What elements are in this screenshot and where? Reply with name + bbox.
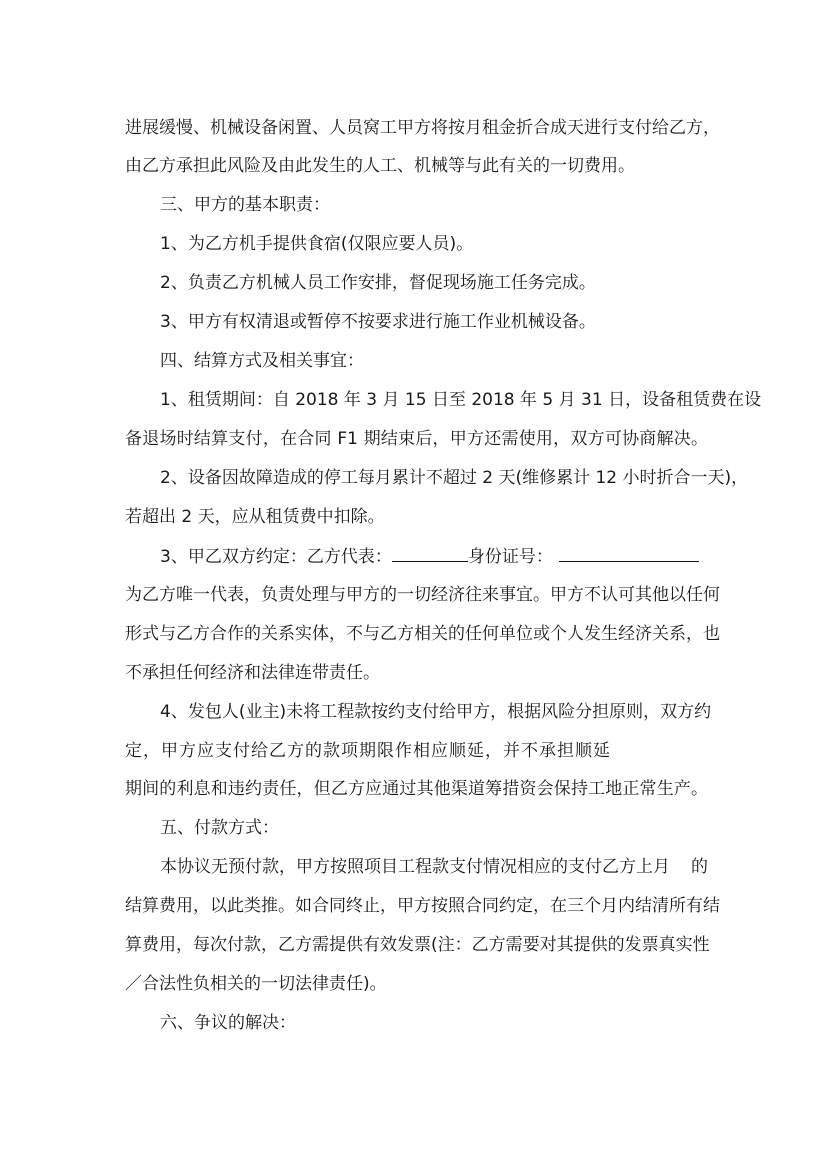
text-line: 定，甲方应支付给乙方的款项期限作相应顺延，并不承担顺延 [125, 741, 611, 761]
text-segment: 本协议无预付款，甲方按照项目工程款支付情况相应的支付乙方上月 [160, 857, 670, 877]
text-line: 不承担任何经济和法律连带责任。 [125, 663, 380, 683]
representative-blank [392, 545, 468, 562]
text-line: 3、甲方有权清退或暂停不按要求进行施工作业机械设备。 [160, 312, 596, 332]
section-heading: 三、甲方的基本职责： [160, 195, 330, 215]
text-line: 2、负责乙方机械人员工作安排，督促现场施工任务完成。 [160, 273, 596, 293]
text-line: 1、为乙方机手提供食宿(仅限应要人员)。 [160, 234, 474, 254]
text-line: 算费用，每次付款，乙方需提供有效发票(注：乙方需要对其提供的发票真实性 [125, 935, 710, 955]
text-line: 2、设备因故障造成的停工每月累计不超过 2 天(维修累计 12 小时折合一天)， [160, 468, 749, 488]
section-heading: 五、付款方式： [160, 818, 279, 838]
text-line: 为乙方唯一代表，负责处理与甲方的一切经济往来事宜。甲方不认可其他以任何 [125, 585, 720, 605]
text-line [160, 545, 708, 568]
text-line: 4、发包人(业主)未将工程款按约支付给甲方，根据风险分担原则，双方约 [160, 702, 712, 722]
text-segment: 的 [691, 857, 708, 877]
text-line: ／合法性负相关的一切法律责任)。 [125, 974, 387, 994]
text-line: 形式与乙方合作的关系实体，不与乙方相关的任何单位或个人发生经济关系，也 [125, 624, 720, 644]
text-segment: 3、甲乙双方约定：乙方代表： [160, 547, 392, 567]
text-line: 1、租赁期间：自 2018 年 3 月 15 日至 2018 年 5 月 31 日，设备租赁费在设 [160, 390, 762, 410]
id-number-blank [559, 545, 699, 562]
section-heading: 四、结算方式及相关事宜： [160, 351, 364, 371]
text-line: 期间的利息和违约责任，但乙方应通过其他渠道筹措资会保持工地正常生产。 [125, 779, 708, 799]
text-line: 备退场时结算支付，在合同 F1 期结束后，甲方还需使用，双方可协商解决。 [125, 429, 708, 449]
text-line: 由乙方承担此风险及由此发生的人工、机械等与此有关的一切费用。 [125, 156, 635, 176]
section-heading: 六、争议的解决： [160, 1013, 296, 1033]
text-line [160, 856, 708, 878]
text-line: 若超出 2 天，应从租赁费中扣除。 [125, 507, 385, 527]
text-line: 进展缓慢、机械设备闲置、人员窝工甲方将按月租金折合成天进行支付给乙方， [125, 118, 720, 138]
text-segment: 身份证号： [467, 547, 553, 567]
text-line: 结算费用，以此类推。如合同终止，甲方按照合同约定，在三个月内结清所有结 [125, 896, 720, 916]
